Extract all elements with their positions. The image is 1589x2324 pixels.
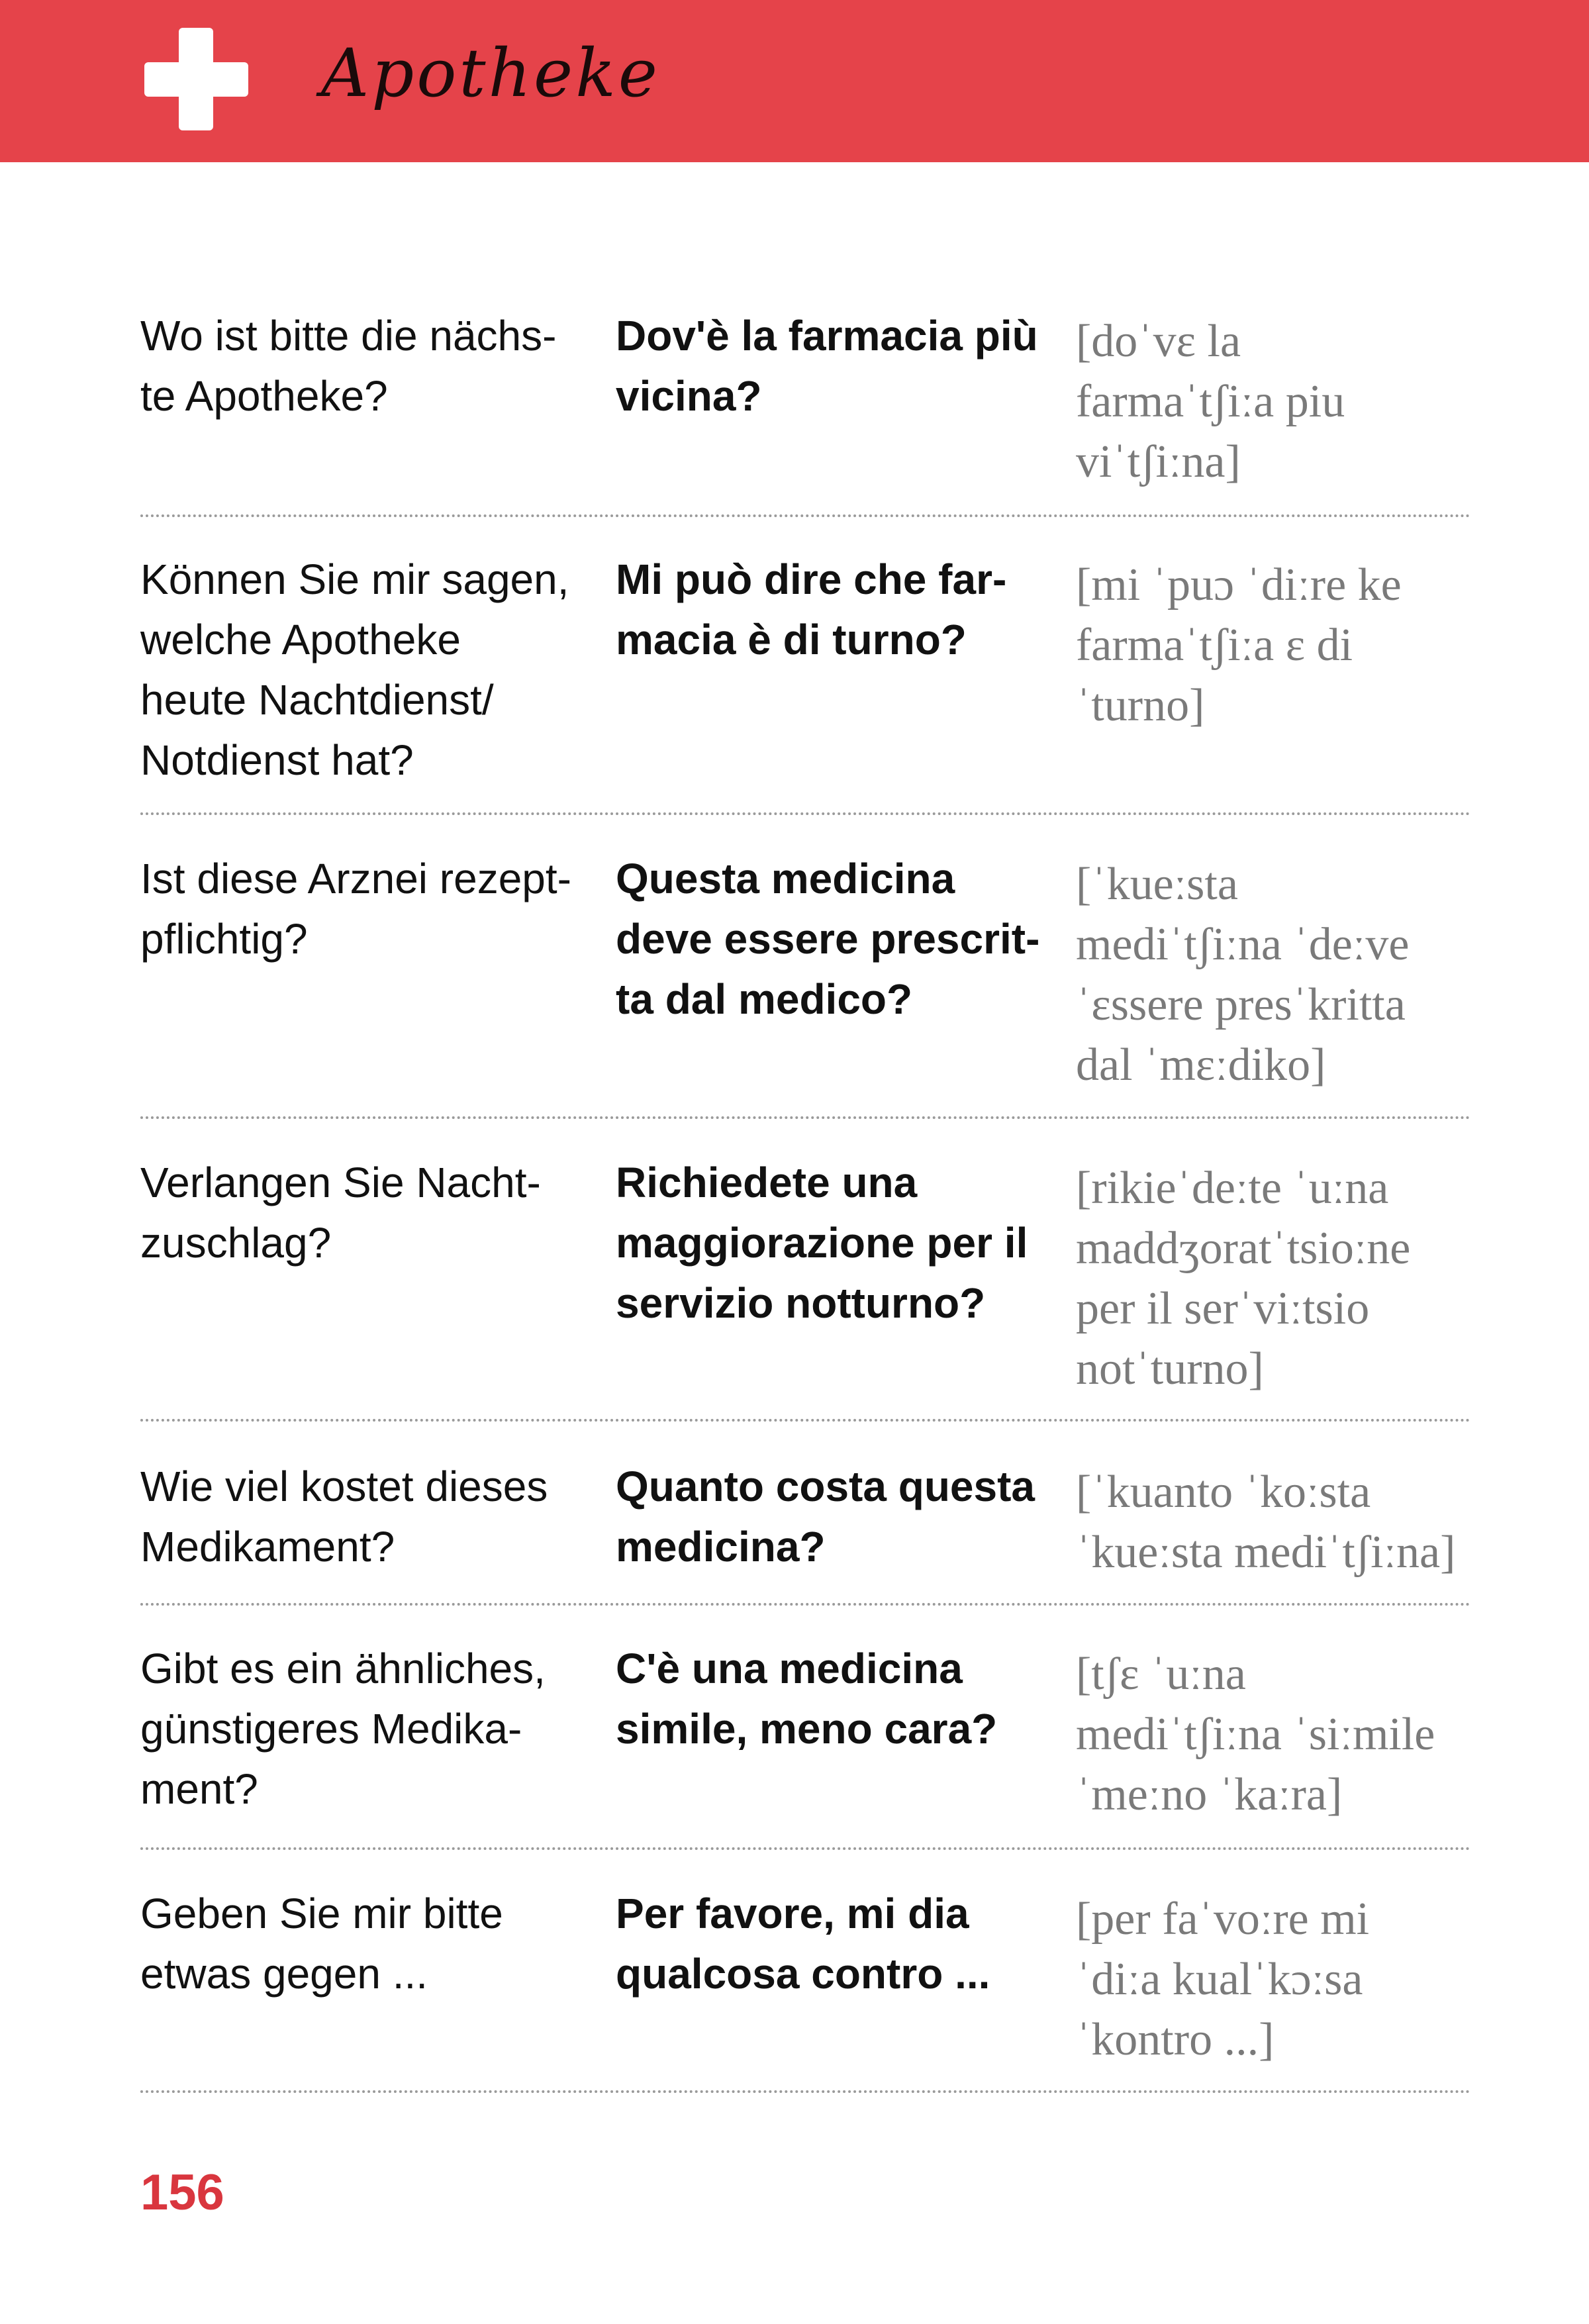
pronunciation: [ˈkueːsta mediˈtʃiːna ˈdeːve ˈɛssere presˈkritta dal ˈmɛːdiko] <box>1076 859 1410 1090</box>
chapter-title: Apotheke <box>321 34 660 112</box>
chapter-header <box>0 0 1589 162</box>
pronunciation: [mi ˈpuɔ ˈdiːre ke farmaˈtʃiːa ɛ di ˈturno] <box>1076 559 1402 731</box>
row-divider <box>140 812 1470 815</box>
italian-phrase: Mi può dire che far- macia è di turno? <box>616 556 1007 663</box>
pronunciation: [per faˈvoːre mi ˈdiːa kualˈkɔːsa ˈkontro ...] <box>1076 1894 1370 2065</box>
german-phrase: Geben Sie mir bitte etwas gegen ... <box>140 1890 503 1998</box>
italian-phrase: Questa medicina deve essere prescrit- ta dal medico? <box>616 855 1040 1023</box>
italian-phrase: Richiedete una maggiorazione per il servizio notturno? <box>616 1159 1028 1327</box>
pharmacy-cross-icon <box>144 28 248 130</box>
italian-phrase: C'è una medicina simile, meno cara? <box>616 1645 998 1753</box>
page-number: 156 <box>140 2164 224 2221</box>
pronunciation: [doˈvɛ la farmaˈtʃiːa piu viˈtʃiːna] <box>1076 316 1345 487</box>
german-phrase: Können Sie mir sagen, welche Apotheke heute Nachtdienst/ Notdienst hat? <box>140 556 569 784</box>
row-divider <box>140 1603 1470 1606</box>
pronunciation: [rikieˈdeːte ˈuːna maddʒoratˈtsioːne per il serˈviːtsio notˈturno] <box>1076 1163 1411 1394</box>
row-divider <box>140 514 1470 517</box>
row-divider <box>140 2090 1470 2093</box>
german-phrase: Ist diese Arznei rezept- pflichtig? <box>140 855 571 963</box>
italian-phrase: Per favore, mi dia qualcosa contro ... <box>616 1890 990 1998</box>
italian-phrase: Quanto costa questa medicina? <box>616 1463 1035 1571</box>
german-phrase: Verlangen Sie Nacht- zuschlag? <box>140 1159 541 1267</box>
row-divider <box>140 1419 1470 1422</box>
italian-phrase: Dov'è la farmacia più vicina? <box>616 312 1038 420</box>
row-divider <box>140 1847 1470 1850</box>
pronunciation: [tʃɛ ˈuːna mediˈtʃiːna ˈsiːmile ˈmeːno ˈkaːra] <box>1076 1649 1435 1820</box>
german-phrase: Wie viel kostet dieses Medikament? <box>140 1463 548 1571</box>
german-phrase: Gibt es ein ähnliches, günstigeres Medika- ment? <box>140 1645 546 1813</box>
german-phrase: Wo ist bitte die nächs- te Apotheke? <box>140 312 557 420</box>
pronunciation: [ˈkuanto ˈkoːsta ˈkueːsta mediˈtʃiːna] <box>1076 1467 1456 1578</box>
row-divider <box>140 1116 1470 1119</box>
